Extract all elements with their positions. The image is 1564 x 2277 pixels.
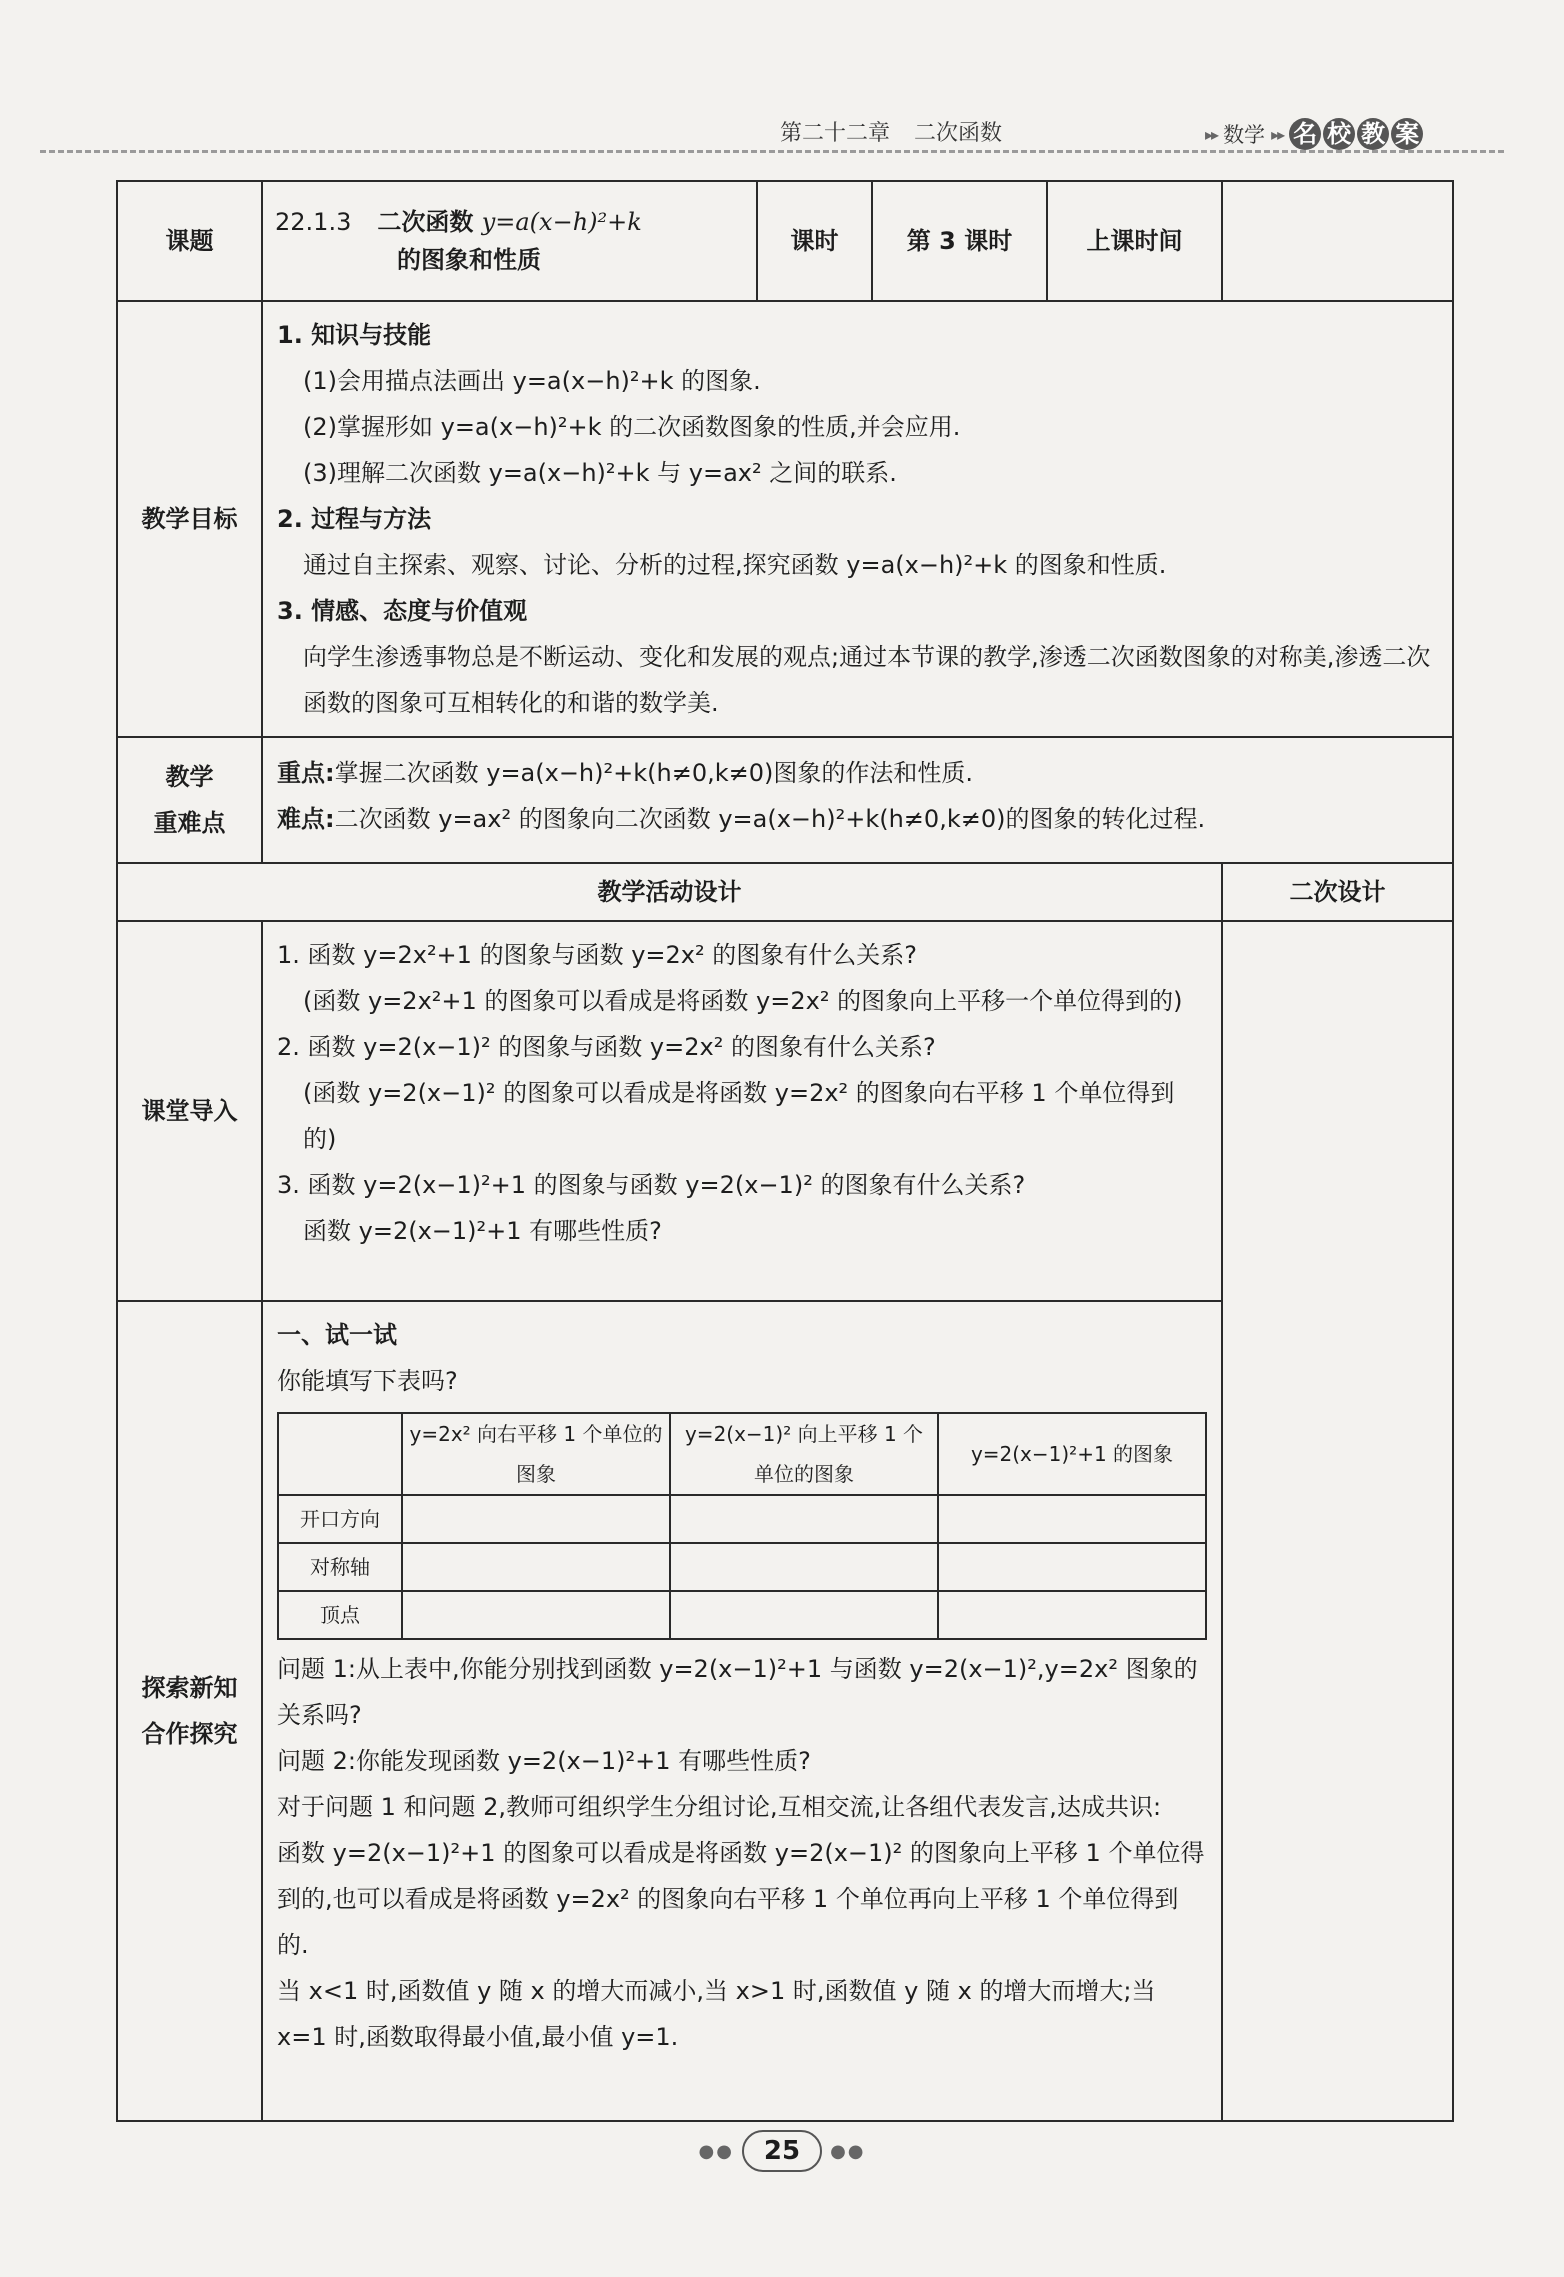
topic-formula: y=a(x−h)²+k	[481, 208, 642, 236]
goals-row	[117, 301, 1453, 737]
explore-paragraph: 问题 1:从上表中,你能分别找到函数 y=2(x−1)²+1 与函数 y=2(x−1)²,y=2x² 图象的关系吗?	[277, 1655, 1198, 1729]
intro-content	[262, 921, 1222, 1301]
topic-number: 22.1.3	[275, 208, 352, 236]
fill-in-table-blank[interactable]	[670, 1591, 938, 1639]
brand-char: 案	[1391, 118, 1423, 150]
fill-in-table	[277, 1412, 1207, 1640]
difficulty-label: 难点:	[277, 805, 335, 833]
intro-line: 2. 函数 y=2(x−1)² 的图象与函数 y=2x² 的图象有什么关系?	[277, 1033, 936, 1061]
topic-cell	[262, 181, 757, 301]
key-point-text: 掌握二次函数 y=a(x−h)²+k(h≠0,k≠0)图象的作法和性质.	[334, 759, 973, 787]
fill-in-table-col-header: y=2(x−1)² 向上平移 1 个单位的图象	[670, 1413, 938, 1495]
explore-section-title: 一、试一试	[277, 1321, 397, 1349]
goals-item: (2)掌握形如 y=a(x−h)²+k 的二次函数图象的性质,并会应用.	[303, 413, 961, 441]
period-label: 课时	[757, 181, 872, 301]
second-design-heading: 二次设计	[1222, 863, 1453, 921]
brand-arrows-icon: ▸▸	[1205, 124, 1218, 144]
goals-item: (1)会用描点法画出 y=a(x−h)²+k 的图象.	[303, 367, 761, 395]
topic-title-pre: 二次函数	[377, 208, 474, 236]
intro-row	[117, 921, 1453, 1301]
intro-line: (函数 y=2x²+1 的图象可以看成是将函数 y=2x² 的图象向上平移一个单位得到的)	[303, 987, 1183, 1015]
topic-title-post: 的图象和性质	[397, 246, 541, 274]
brand-name	[1289, 118, 1423, 150]
header-divider	[40, 150, 1504, 153]
fill-in-table-blank[interactable]	[402, 1495, 670, 1543]
brand-char: 校	[1323, 118, 1355, 150]
intro-line: (函数 y=2(x−1)² 的图象可以看成是将函数 y=2x² 的图象向右平移 1 个单位得到的)	[303, 1079, 1175, 1153]
explore-label-line2: 合作探究	[141, 1720, 238, 1748]
goals-section-3-text: 向学生渗透事物总是不断运动、变化和发展的观点;通过本节课的教学,渗透二次函数图象的对称美,渗透二次函数的图象可互相转化的和谐的数学美.	[303, 643, 1431, 717]
key-points-content	[262, 737, 1453, 863]
activity-design-heading: 教学活动设计	[117, 863, 1222, 921]
explore-paragraph: 当 x<1 时,函数值 y 随 x 的增大而减小,当 x>1 时,函数值 y 随 x 的增大而增大;当 x=1 时,函数取得最小值,最小值 y=1.	[277, 1977, 1156, 2051]
fill-in-table-col-header: y=2x² 向右平移 1 个单位的图象	[402, 1413, 670, 1495]
lesson-plan-table	[116, 180, 1454, 2122]
key-points-label-line1: 教学	[165, 763, 214, 791]
fill-in-table-blank[interactable]	[402, 1543, 670, 1591]
explore-paragraph: 对于问题 1 和问题 2,教师可组织学生分组讨论,互相交流,让各组代表发言,达成共识:	[277, 1793, 1162, 1821]
fill-in-table-blank[interactable]	[670, 1543, 938, 1591]
brand-arrows-icon: ▸▸	[1271, 124, 1284, 144]
chapter-title: 二次函数	[914, 121, 1003, 146]
fill-in-table-row-label: 对称轴	[278, 1543, 402, 1591]
key-point-label: 重点:	[277, 759, 335, 787]
brand-char: 教	[1357, 118, 1389, 150]
difficulty-text: 二次函数 y=ax² 的图象向二次函数 y=a(x−h)²+k(h≠0,k≠0)的图象的转化过程.	[334, 805, 1206, 833]
fill-in-table-col-header: y=2(x−1)²+1 的图象	[938, 1413, 1206, 1495]
difficulty-line	[277, 796, 1438, 842]
topic-row	[117, 181, 1453, 301]
goals-section-2-text: 通过自主探索、观察、讨论、分析的过程,探究函数 y=a(x−h)²+k 的图象和性质.	[303, 551, 1167, 579]
fill-in-table-blank[interactable]	[938, 1591, 1206, 1639]
fill-in-table-row	[278, 1591, 1206, 1639]
explore-paragraph: 函数 y=2(x−1)²+1 的图象可以看成是将函数 y=2(x−1)² 的图象向上平移 1 个单位得到的,也可以看成是将函数 y=2x² 的图象向右平移 1 个单位再向上平移 1 个单位得到的.	[277, 1839, 1205, 1959]
fill-in-table-blank[interactable]	[938, 1543, 1206, 1591]
key-points-row	[117, 737, 1453, 863]
class-time-label: 上课时间	[1047, 181, 1222, 301]
fill-in-table-row	[278, 1543, 1206, 1591]
key-points-label	[117, 737, 262, 863]
period-value: 第 3 课时	[872, 181, 1047, 301]
intro-label: 课堂导入	[117, 921, 262, 1301]
design-header-row	[117, 863, 1453, 921]
brand-subject: 数学	[1223, 123, 1266, 147]
fill-in-table-header-row	[278, 1413, 1206, 1495]
key-points-label-line2: 重难点	[153, 809, 226, 837]
explore-label	[117, 1301, 262, 2121]
topic-label: 课题	[117, 181, 262, 301]
brand-char: 名	[1289, 118, 1321, 150]
explore-content	[262, 1301, 1222, 2121]
intro-line: 函数 y=2(x−1)²+1 有哪些性质?	[303, 1217, 662, 1245]
page-number-badge	[700, 2130, 864, 2172]
goals-content	[262, 301, 1453, 737]
chapter-number: 第二十二章	[780, 121, 891, 146]
explore-prompt: 你能填写下表吗?	[277, 1367, 458, 1395]
goals-item: (3)理解二次函数 y=a(x−h)²+k 与 y=ax² 之间的联系.	[303, 459, 897, 487]
fill-in-table-row-label: 开口方向	[278, 1495, 402, 1543]
intro-line: 3. 函数 y=2(x−1)²+1 的图象与函数 y=2(x−1)² 的图象有什么关系?	[277, 1171, 1026, 1199]
decorative-dots-icon: ●●	[830, 2140, 866, 2162]
fill-in-table-blank[interactable]	[938, 1495, 1206, 1543]
goals-section-2-title: 2. 过程与方法	[277, 505, 432, 533]
page-number: 25	[742, 2130, 822, 2172]
goals-label: 教学目标	[117, 301, 262, 737]
fill-in-table-corner	[278, 1413, 402, 1495]
key-point-line	[277, 750, 1438, 796]
fill-in-table-row-label: 顶点	[278, 1591, 402, 1639]
intro-line: 1. 函数 y=2x²+1 的图象与函数 y=2x² 的图象有什么关系?	[277, 941, 917, 969]
goals-section-1-title: 1. 知识与技能	[277, 321, 432, 349]
fill-in-table-blank[interactable]	[670, 1495, 938, 1543]
fill-in-table-blank[interactable]	[402, 1591, 670, 1639]
explore-paragraph: 问题 2:你能发现函数 y=2(x−1)²+1 有哪些性质?	[277, 1747, 811, 1775]
goals-section-3-title: 3. 情感、态度与价值观	[277, 597, 528, 625]
explore-label-line1: 探索新知	[141, 1674, 238, 1702]
brand-logo	[1205, 118, 1423, 150]
decorative-dots-icon: ●●	[698, 2140, 734, 2162]
chapter-heading	[780, 116, 1002, 147]
fill-in-table-row	[278, 1495, 1206, 1543]
class-time-value	[1222, 181, 1453, 301]
second-design-cell	[1222, 921, 1453, 2121]
